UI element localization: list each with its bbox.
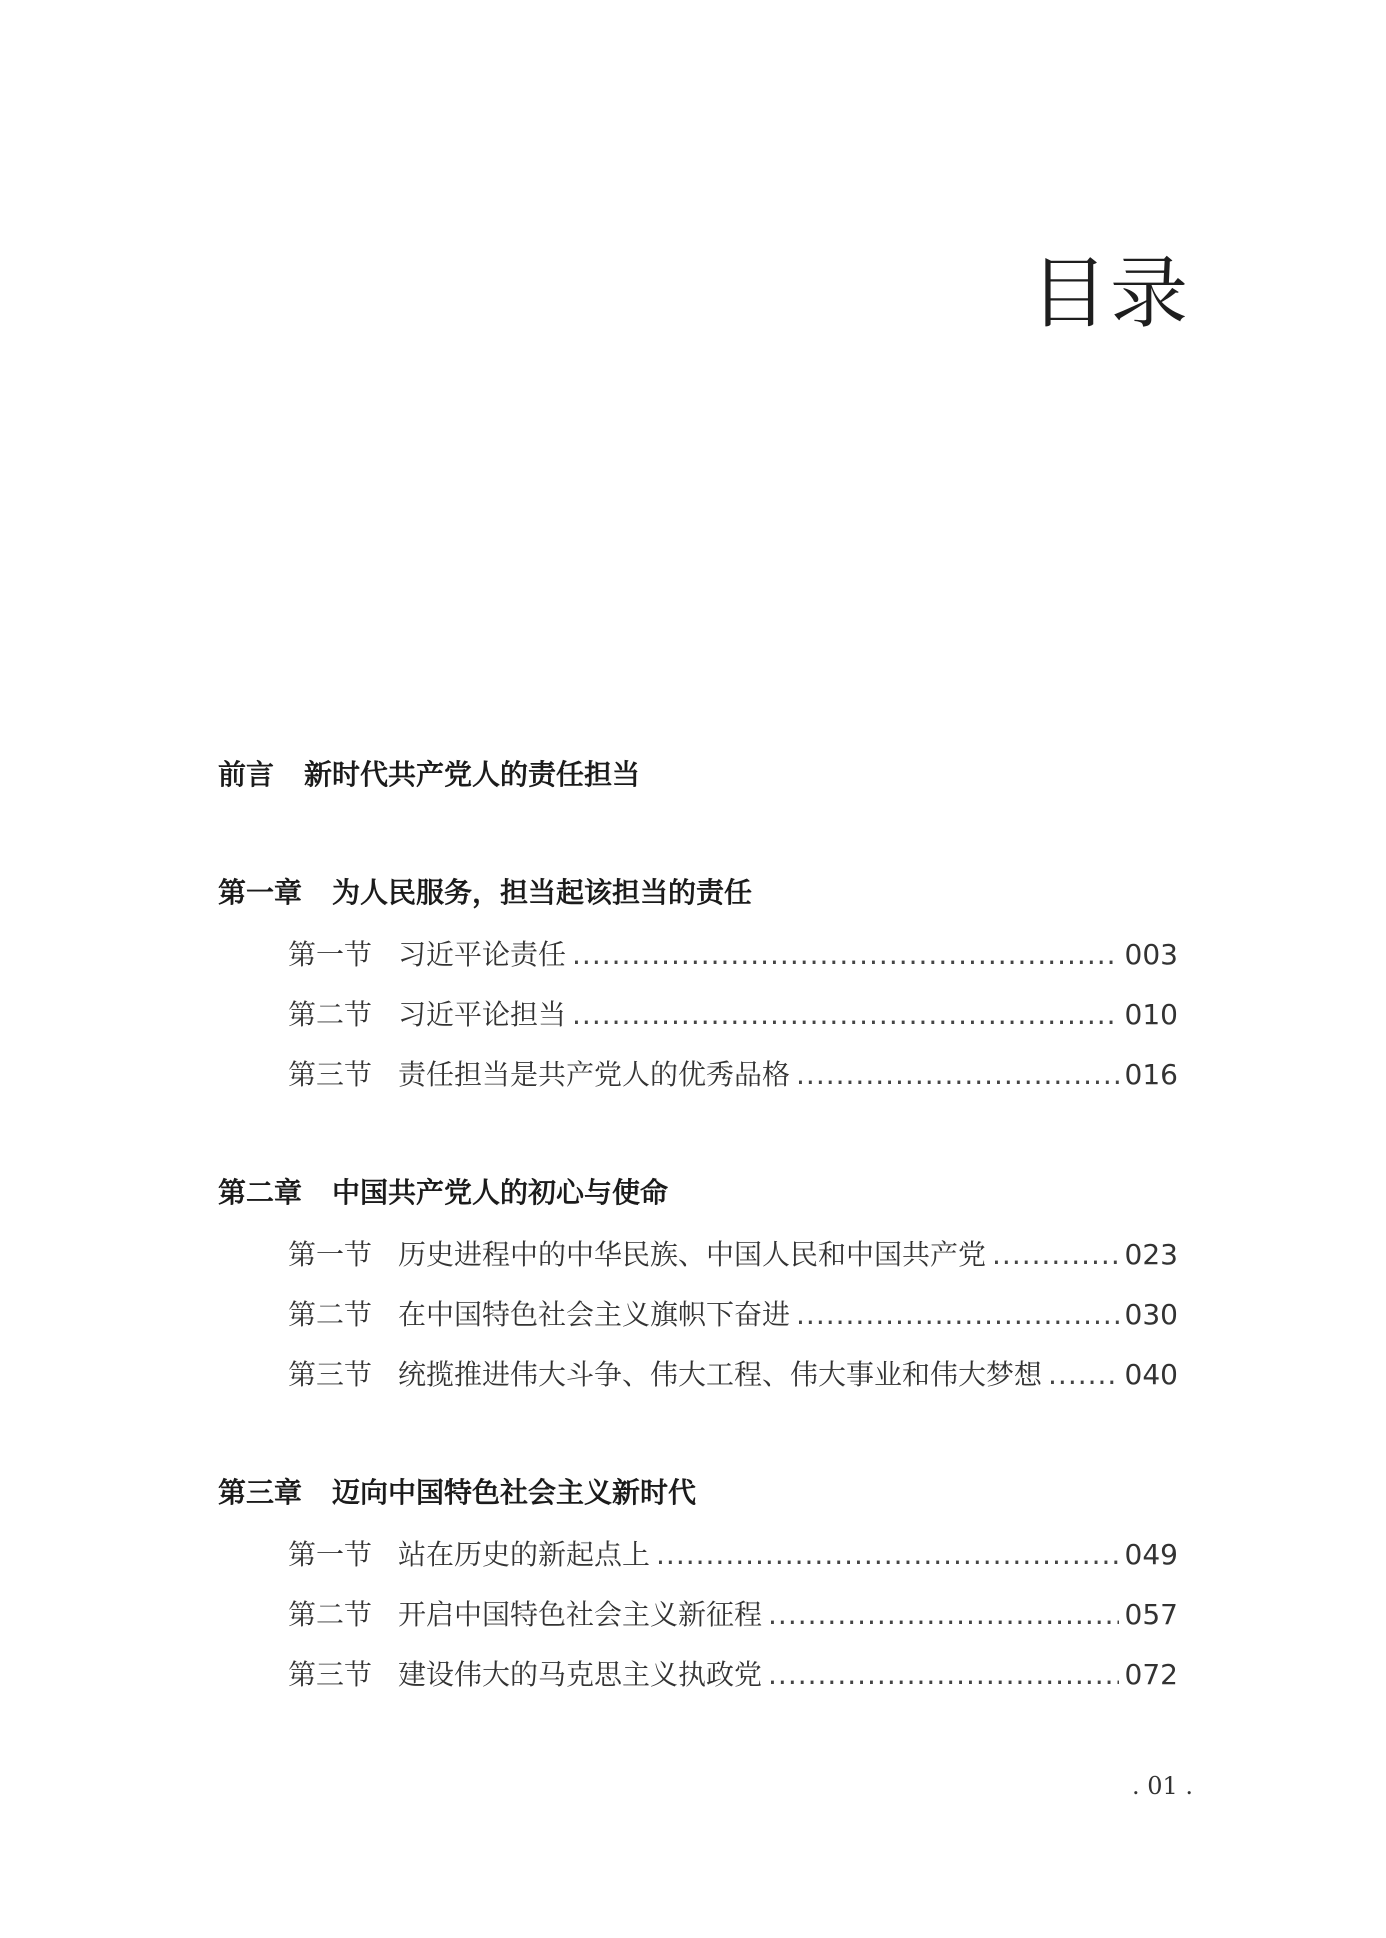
chapter-heading[interactable] [218,873,1178,913]
leader-dots [768,1655,1119,1695]
chapter-label: 第三章 [218,1476,303,1509]
preface-heading[interactable] [218,755,1178,795]
toc-entry[interactable] [288,1055,1178,1095]
leader-dots [992,1235,1119,1275]
toc-entry[interactable] [288,995,1178,1035]
chapter-1 [218,873,1178,1095]
preface-label: 前言 [218,758,275,791]
chapter-title: 迈向中国特色社会主义新时代 [332,1476,697,1509]
toc-entry[interactable] [288,1535,1178,1575]
table-of-contents [218,755,1178,1715]
toc-entry[interactable] [288,1235,1178,1275]
section-title: 习近平论责任 [398,938,567,971]
page-number: 016 [1124,1058,1178,1091]
toc-entry[interactable] [288,1295,1178,1335]
section-label: 第三节 [288,1058,373,1091]
page-number: 049 [1124,1538,1178,1571]
section-title: 历史进程中的中华民族、中国人民和中国共产党 [398,1238,987,1271]
chapter-3 [218,1473,1178,1695]
folio-page-number: . 01 . [1132,1772,1194,1800]
section-title: 在中国特色社会主义旗帜下奋进 [398,1298,791,1331]
page-number: 023 [1124,1238,1178,1271]
preface-title: 新时代共产党人的责任担当 [304,758,641,791]
leader-dots [768,1595,1119,1635]
chapter-title: 中国共产党人的初心与使命 [332,1176,669,1209]
chapter-label: 第二章 [218,1176,303,1209]
page-title: 目录 [1030,249,1191,339]
section-title: 责任担当是共产党人的优秀品格 [398,1058,791,1091]
chapter-title: 为人民服务，担当起该担当的责任 [332,876,753,909]
leader-dots [656,1535,1119,1575]
section-label: 第三节 [288,1658,373,1691]
leader-dots [572,935,1119,975]
page-number: 057 [1124,1598,1178,1631]
chapter-heading[interactable] [218,1473,1178,1513]
section-label: 第二节 [288,1598,373,1631]
leader-dots [796,1295,1119,1335]
section-label: 第一节 [288,1238,373,1271]
section-label: 第一节 [288,1538,373,1571]
section-label: 第三节 [288,1358,373,1391]
section-title: 统揽推进伟大斗争、伟大工程、伟大事业和伟大梦想 [398,1358,1043,1391]
section-title: 站在历史的新起点上 [398,1538,651,1571]
chapter-label: 第一章 [218,876,303,909]
section-title: 建设伟大的马克思主义执政党 [398,1658,763,1691]
section-label: 第二节 [288,998,373,1031]
toc-entry[interactable] [288,1655,1178,1695]
page-number: 030 [1124,1298,1178,1331]
toc-entry[interactable] [288,1355,1178,1395]
section-label: 第二节 [288,1298,373,1331]
toc-entry[interactable] [288,935,1178,975]
section-title: 开启中国特色社会主义新征程 [398,1598,763,1631]
page-number: 040 [1124,1358,1178,1391]
leader-dots [572,995,1119,1035]
toc-entry[interactable] [288,1595,1178,1635]
page-number: 072 [1124,1658,1178,1691]
section-title: 习近平论担当 [398,998,567,1031]
chapter-heading[interactable] [218,1173,1178,1213]
section-label: 第一节 [288,938,373,971]
page-number: 010 [1124,998,1178,1031]
chapter-2 [218,1173,1178,1395]
page-number: 003 [1124,938,1178,971]
leader-dots [1048,1355,1119,1395]
leader-dots [796,1055,1119,1095]
